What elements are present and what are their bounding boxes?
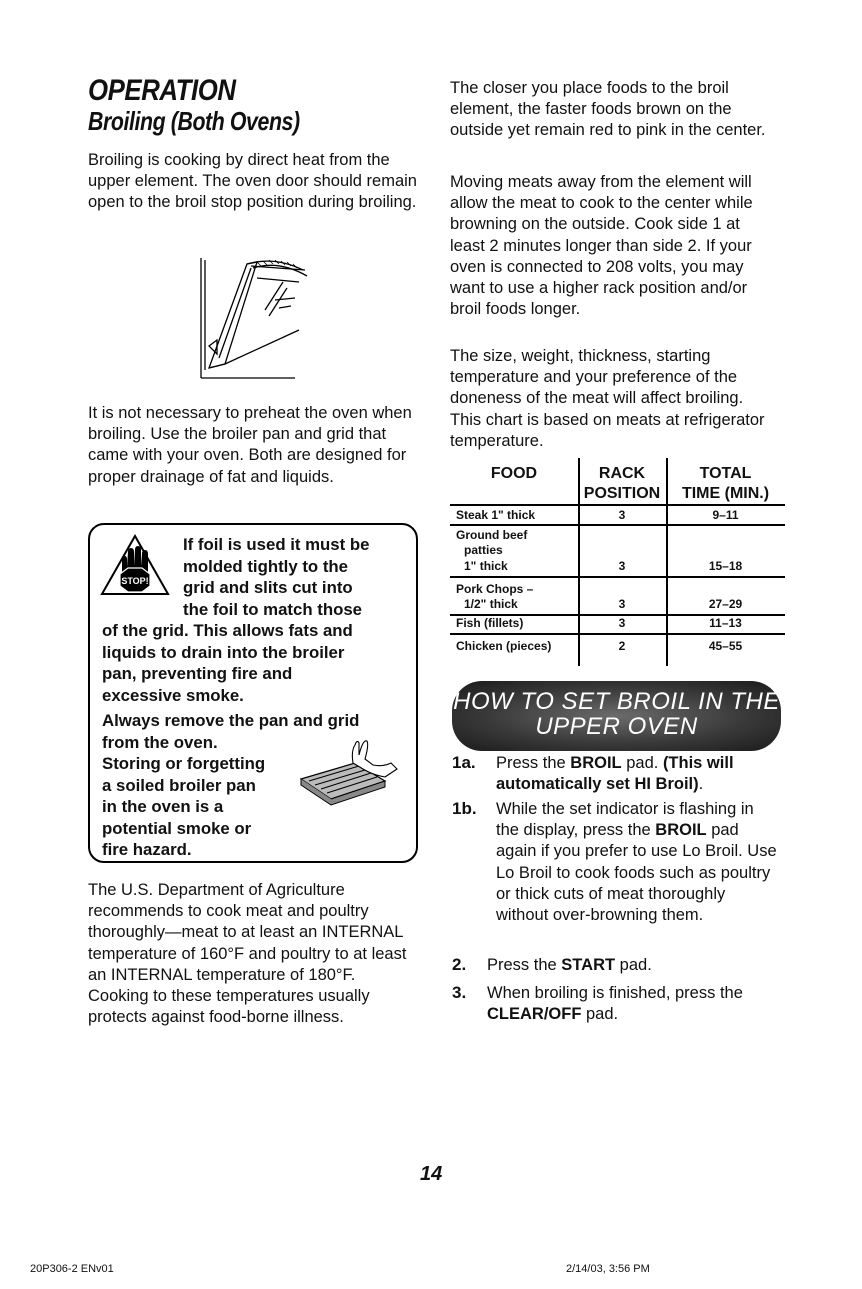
oven-door-illustration [195,250,315,382]
step-number: 1a. [452,753,476,772]
intro-paragraph: Broiling is cooking by direct heat from the upper element. The oven door should remain open to the broil stop position during broiling. [88,151,417,212]
warning-line-13: in the oven is a [102,797,224,816]
warning-line-7: pan, preventing fire and [102,664,293,683]
size-paragraph: The size, weight, thickness, starting temperature and your preference of the doneness of the meat will affect broiling. This chart is based on meats at refrigerator temperature. [450,347,765,450]
row-food: Chicken (pieces) [456,639,552,653]
warning-line-10: from the oven. [102,733,218,752]
warning-line-3: grid and slits cut into [183,578,353,597]
warning-line-12: a soiled broiler pan [102,776,256,795]
table-rule [450,576,785,578]
row-time: 9–11 [712,508,739,522]
warning-line-4: the foil to match those [183,600,363,619]
row-food: Fish (fillets) [456,616,524,630]
warning-line-9: Always remove the pan and grid [102,711,360,730]
col-rack-header-2: POSITION [583,485,661,502]
row-food: Pork Chops – [456,582,534,596]
broiler-pan-hand-icon [293,735,403,807]
moving-paragraph: Moving meats away from the element will allow the meat to cook to the center while browning on the outside. Cook side 1 at least 2 minutes longer than side 2. If your oven is connected to 208 volts, you may want to use a higher rack position and/or broil foods longer. [450,173,753,319]
stop-warning-icon [100,534,170,596]
col-food-header: FOOD [490,465,538,482]
row-time: 45–55 [708,639,743,653]
step-number: 1b. [452,799,477,818]
warning-line-15: fire hazard. [102,840,192,859]
warning-line-11: Storing or forgetting [102,754,266,773]
page-title: OPERATION [88,74,236,107]
step-1b-text: While the set indicator is flashing in the display, press the BROIL pad again if you prefer to use Lo Broil. Use Lo Broil to cook foods such as poultry or thick cuts of meat thoroughly without over-browning them. [496,800,777,925]
row-time: 27–29 [708,597,743,611]
table-rule [450,524,785,526]
warning-line-6: liquids to drain into the broiler [102,643,345,662]
closer-paragraph: The closer you place foods to the broil element, the faster foods brown on the outside yet remain red to pink in the center. [450,79,766,140]
row-rack: 2 [618,639,626,653]
row-rack: 3 [618,508,626,522]
row-rack: 3 [618,616,626,630]
banner-line-1: HOW TO SET BROIL IN THE [453,688,780,715]
row-food: Ground beef [456,528,528,542]
row-food-3: 1" thick [464,559,508,573]
table-rule [450,633,785,635]
step-1a-text: Press the BROIL pad. (This will automatically set HI Broil). [496,754,734,794]
warning-line-14: potential smoke or [102,819,252,838]
row-rack: 3 [618,597,626,611]
step-2-text: Press the START pad. [487,956,652,974]
banner-line-2: UPPER OVEN [535,713,698,740]
col-time-header-2: TIME (MIN.) [681,485,770,502]
row-food: Steak 1" thick [456,508,536,522]
section-title: Broiling (Both Ovens) [88,106,300,136]
usda-paragraph: The U.S. Department of Agriculture recommends to cook meat and poultry thoroughly—meat to at least an INTERNAL temperature of 160°F and poultry to at least an INTERNAL temperature of 180°F. Cooking to these temperatures usually protects against food-borne illness. [88,881,407,1027]
stop-icon-label: STOP! [121,576,149,586]
col-rack-header-1: RACK [598,465,646,482]
warning-line-2: molded tightly to the [183,557,349,576]
step-number: 3. [452,983,467,1002]
step-3-text: When broiling is finished, press the CLEAR/OFF pad. [487,984,743,1024]
table-rule [450,504,785,506]
page-number: 14 [420,1163,443,1185]
row-rack: 3 [618,559,626,573]
row-food-2: patties [464,543,503,557]
document-code: 20P306-2 ENv01 [30,1263,114,1275]
warning-line-5: of the grid. This allows fats and [102,621,353,640]
print-timestamp: 2/14/03, 3:56 PM [566,1263,650,1275]
row-time: 15–18 [708,559,743,573]
row-food-2: 1/2" thick [464,597,518,611]
row-time: 11–13 [709,616,742,630]
step-number: 2. [452,955,467,974]
col-time-header-1: TOTAL [699,465,752,482]
warning-line-8: excessive smoke. [102,686,244,705]
warning-line-1: If foil is used it must be [183,535,370,554]
preheat-paragraph: It is not necessary to preheat the oven when broiling. Use the broiler pan and grid that came with your oven. Both are designed for proper drainage of fat and liquids. [88,404,412,486]
